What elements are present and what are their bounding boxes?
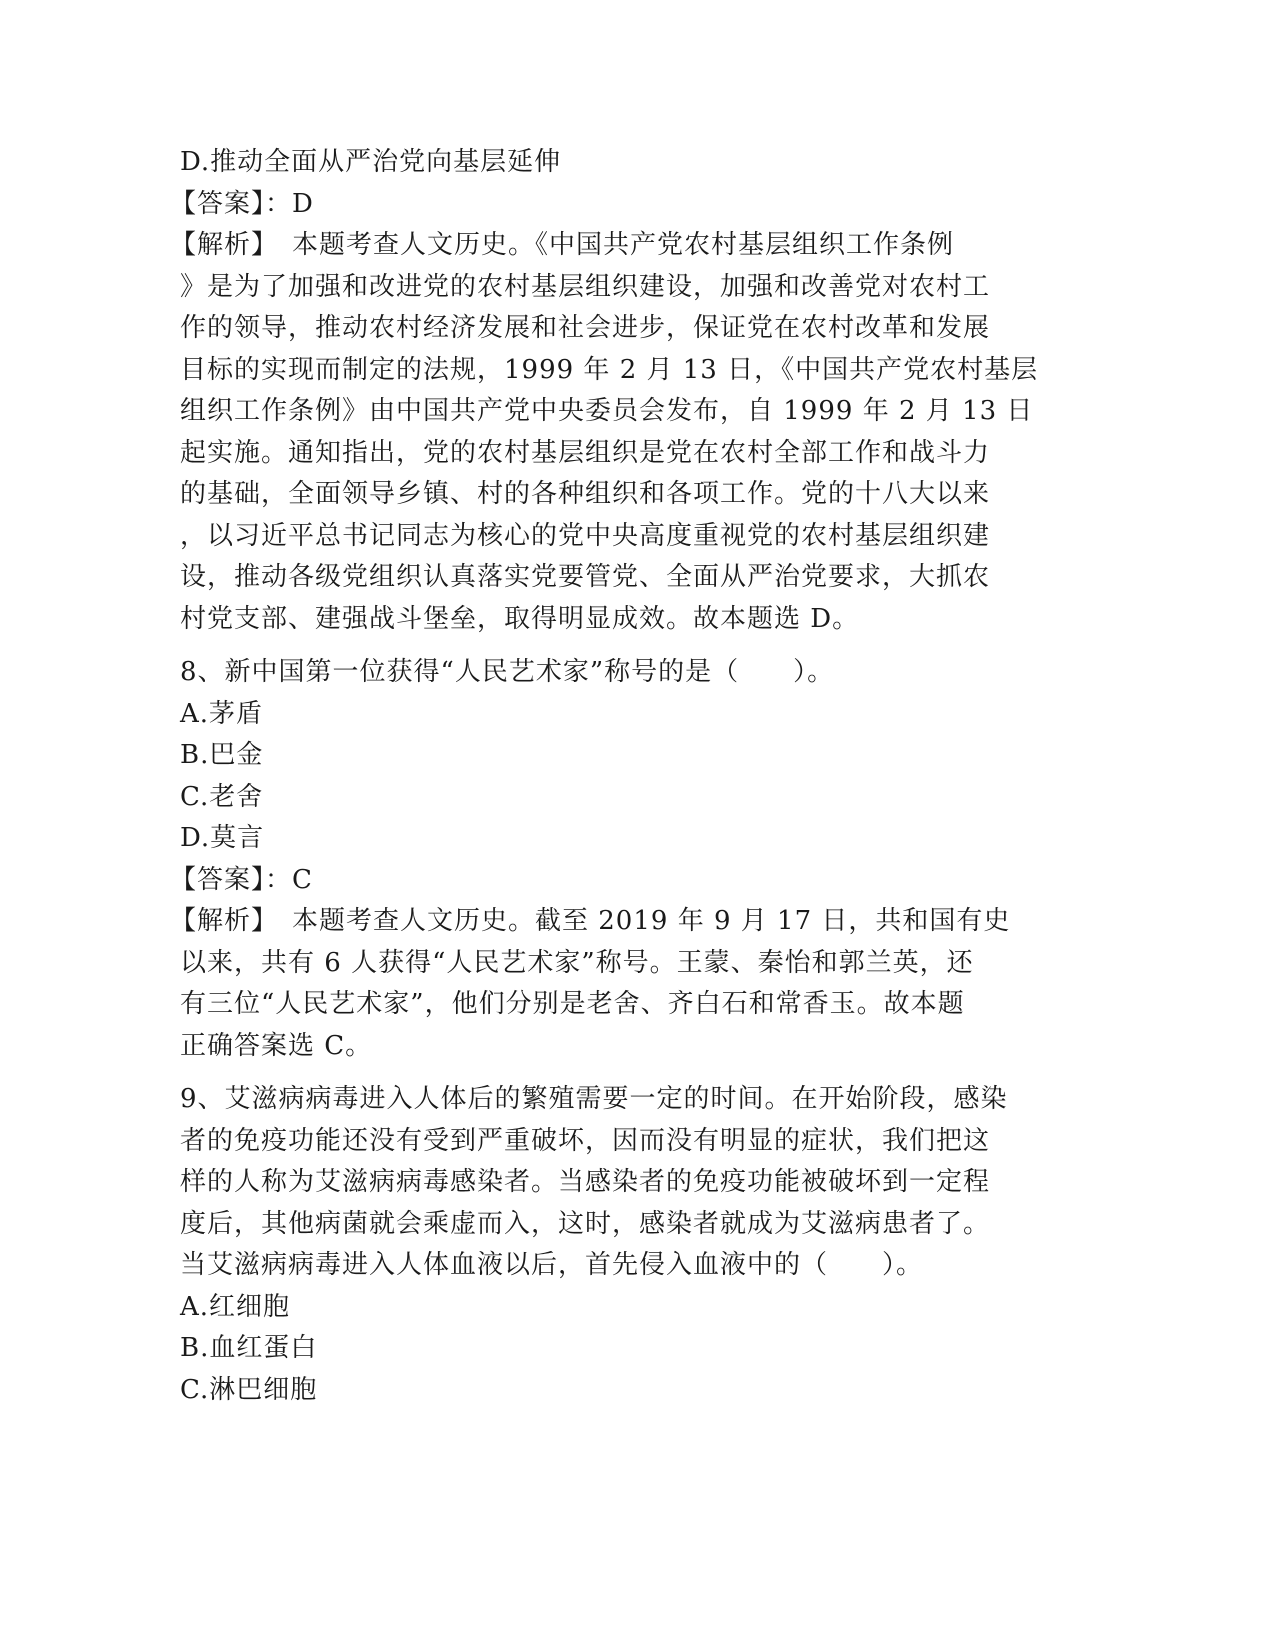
q7-option-d: D.推动全面从严治党向基层延伸 (180, 147, 562, 177)
q8-question: 8、新中国第一位获得“人民艺术家”称号的是（ ）。 (180, 657, 835, 687)
q7-analysis (170, 225, 1040, 640)
q9-option-b: B.血红蛋白 (180, 1333, 318, 1363)
q7-analysis-line: 组织工作条例》由中国共产党中央委员会发布，自 1999 年 2 月 13 日 (180, 396, 1034, 426)
exam-page (170, 142, 1040, 1411)
q8-analysis-line: 以来，共有 6 人获得“人民艺术家”称号。王蒙、秦怡和郭兰英，还 (180, 947, 974, 978)
q7-analysis-line: 》是为了加强和改进党的农村基层组织建设，加强和改善党对农村工 (180, 271, 991, 302)
q7-analysis-line: 目标的实现而制定的法规，1999 年 2 月 13 日，《中国共产党农村基层 (180, 354, 1039, 385)
q9-question-line: 度后，其他病菌就会乘虚而入，这时，感染者就成为艾滋病患者了。 (180, 1208, 991, 1239)
question-7-tail (170, 142, 1040, 640)
q7-analysis-line: 的基础，全面领导乡镇、村的各种组织和各项工作。党的十八大以来 (180, 479, 991, 509)
q9-option-c: C.淋巴细胞 (180, 1374, 318, 1405)
question-8 (170, 652, 1040, 1067)
q7-analysis-line: 【解析】 本题考查人文历史。《中国共产党农村基层组织工作条例 (170, 230, 955, 260)
q8-analysis (170, 901, 1040, 1067)
q7-analysis-line: 设，推动各级党组织认真落实党要管党、全面从严治党要求，大抓农 (180, 562, 991, 592)
q8-option-c: C.老舍 (180, 781, 264, 812)
q9-option-a: A.红细胞 (180, 1291, 291, 1322)
q7-analysis-line: 作的领导，推动农村经济发展和社会进步，保证党在农村改革和发展 (180, 313, 991, 343)
q8-option-a: A.茅盾 (180, 698, 264, 729)
q9-question-line: 样的人称为艾滋病病毒感染者。当感染者的免疫功能被破坏到一定程 (180, 1167, 991, 1197)
q7-analysis-line: ，以习近平总书记同志为核心的党中央高度重视党的农村基层组织建 (180, 520, 991, 551)
q8-option-b: B.巴金 (180, 740, 264, 770)
q8-analysis-line: 【解析】 本题考查人文历史。截至 2019 年 9 月 17 日，共和国有史 (170, 906, 1011, 936)
q7-answer: 【答案】：D (170, 188, 314, 219)
question-9 (180, 1079, 1040, 1411)
q8-answer: 【答案】：C (170, 864, 313, 895)
q7-analysis-line: 起实施。通知指出，党的农村基层组织是党在农村全部工作和战斗力 (180, 437, 991, 468)
q9-question-line: 者的免疫功能还没有受到严重破坏，因而没有明显的症状，我们把这 (180, 1125, 991, 1156)
q9-question (180, 1079, 1040, 1287)
q9-question-line: 9、艾滋病病毒进入人体后的繁殖需要一定的时间。在开始阶段，感染 (180, 1084, 1008, 1114)
q9-question-line: 当艾滋病病毒进入人体血液以后，首先侵入血液中的（ ）。 (180, 1250, 924, 1280)
q8-option-d: D.莫言 (180, 823, 265, 853)
q8-analysis-line: 正确答案选 C。 (180, 1030, 373, 1061)
q7-analysis-line: 村党支部、建强战斗堡垒，取得明显成效。故本题选 D。 (180, 603, 860, 634)
q8-analysis-line: 有三位“人民艺术家”，他们分别是老舍、齐白石和常香玉。故本题 (180, 989, 965, 1019)
